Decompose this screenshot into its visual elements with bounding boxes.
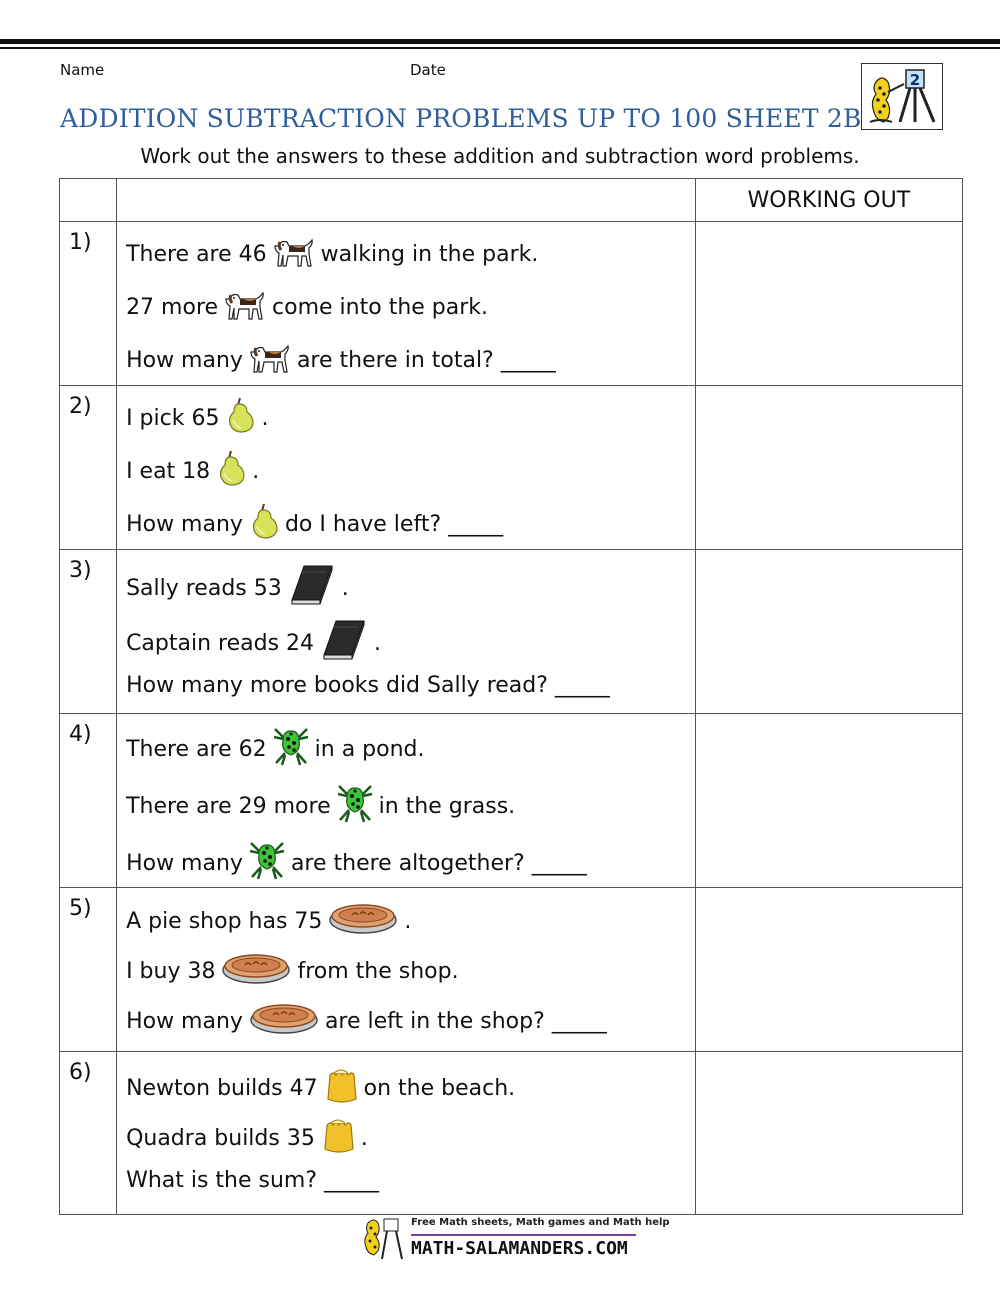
sandcastle-icon [324, 1065, 358, 1111]
question-line [126, 662, 610, 708]
pie-icon [221, 950, 291, 992]
working-out-cell[interactable] [695, 550, 962, 714]
footer-logo [356, 1215, 670, 1265]
question-text-before: Quadra builds 35 [126, 1125, 315, 1151]
question-line [126, 840, 587, 886]
question-text-before: A pie shop has 75 [126, 908, 323, 934]
salamander-logo [861, 63, 943, 130]
question-text-after: do I have left? _____ [284, 511, 504, 537]
pear-icon [225, 396, 255, 440]
salamander-easel-icon [862, 64, 942, 128]
question-text-before: I pick 65 [126, 405, 220, 431]
question-line [126, 948, 459, 994]
problem-number: 1) [60, 222, 117, 386]
problem-row [60, 714, 963, 888]
question-text-before: Newton builds 47 [126, 1075, 318, 1101]
problem-row [60, 888, 963, 1052]
question-text-after: . [360, 1125, 368, 1151]
pear-icon [249, 502, 279, 546]
book-icon [288, 564, 336, 612]
footer-salamander-icon [356, 1215, 406, 1263]
problems-table [59, 178, 963, 1215]
working-out-cell[interactable] [695, 386, 962, 550]
question-text-after: . [261, 405, 269, 431]
question-text-after: walking in the park. [320, 241, 539, 267]
question-text-before: How many [126, 347, 243, 373]
problem-question [117, 714, 696, 888]
problem-row [60, 550, 963, 714]
question-line [126, 501, 503, 547]
problem-number: 4) [60, 714, 117, 888]
date-label: Date [410, 61, 446, 79]
pie-icon [328, 900, 398, 942]
header-question-cell [117, 179, 696, 222]
question-text-after: . [341, 575, 349, 601]
question-text-before: There are 29 more [126, 793, 331, 819]
problem-question [117, 222, 696, 386]
question-line [126, 1065, 515, 1111]
question-line [126, 620, 381, 666]
problem-question [117, 1052, 696, 1215]
footer-divider [411, 1234, 636, 1236]
top-rule-thin [0, 47, 1000, 49]
question-text-after: . [252, 458, 260, 484]
sandcastle-icon [321, 1115, 355, 1161]
question-line [126, 1157, 379, 1203]
question-line [126, 395, 268, 441]
pear-icon [216, 449, 246, 493]
problem-number: 5) [60, 888, 117, 1052]
pie-icon [249, 1000, 319, 1042]
question-text-before: I eat 18 [126, 458, 211, 484]
question-text-after: . [404, 908, 412, 934]
frog-icon [249, 839, 285, 887]
problem-number: 3) [60, 550, 117, 714]
footer-site-name: MATH-SALAMANDERS.COM [411, 1238, 628, 1259]
question-line [126, 337, 556, 383]
question-text-after: . [374, 630, 382, 656]
problem-question [117, 550, 696, 714]
question-line [126, 726, 424, 772]
dog-icon [273, 232, 315, 276]
working-out-cell[interactable] [695, 222, 962, 386]
question-text-after: from the shop. [297, 958, 459, 984]
question-line [126, 783, 515, 829]
frog-icon [273, 725, 309, 773]
book-icon [320, 619, 368, 667]
question-text-before: How many [126, 850, 243, 876]
question-text-after: are left in the shop? _____ [324, 1008, 607, 1034]
question-text-before: I buy 38 [126, 958, 216, 984]
working-out-header: WORKING OUT [695, 179, 962, 222]
name-label: Name [60, 61, 105, 79]
problem-row [60, 386, 963, 550]
question-text-before: How many [126, 1008, 243, 1034]
dog-icon [249, 338, 291, 382]
question-line [126, 1115, 368, 1161]
question-text-before: Sally reads 53 [126, 575, 282, 601]
problem-row [60, 1052, 963, 1215]
question-text-before: Captain reads 24 [126, 630, 315, 656]
question-text-before: There are 62 [126, 736, 267, 762]
logo-number: 2 [909, 71, 921, 89]
instructions: Work out the answers to these addition and subtraction word problems. [140, 144, 860, 168]
header-number-cell [60, 179, 117, 222]
question-text-before: There are 46 [126, 241, 267, 267]
question-line [126, 565, 349, 611]
frog-icon [337, 782, 373, 830]
working-out-cell[interactable] [695, 1052, 962, 1215]
question-line [126, 998, 607, 1044]
problem-question [117, 386, 696, 550]
question-text-after: are there in total? _____ [296, 347, 556, 373]
question-text-after: in a pond. [314, 736, 425, 762]
question-text-after: in the grass. [378, 793, 516, 819]
problem-row [60, 222, 963, 386]
working-out-cell[interactable] [695, 888, 962, 1052]
question-text-after: on the beach. [363, 1075, 516, 1101]
question-text-after: come into the park. [272, 294, 489, 320]
question-line [126, 898, 411, 944]
question-text-before: How many more books did Sally read? _____ [126, 672, 610, 698]
table-header-row [60, 179, 963, 222]
question-line [126, 284, 488, 330]
question-line [126, 231, 538, 277]
question-line [126, 448, 259, 494]
question-text-before: How many [126, 511, 243, 537]
working-out-cell[interactable] [695, 714, 962, 888]
problem-number: 2) [60, 386, 117, 550]
question-text-before: 27 more [126, 294, 219, 320]
worksheet-title: ADDITION SUBTRACTION PROBLEMS UP TO 100 SHEET 2B [60, 104, 862, 133]
problem-number: 6) [60, 1052, 117, 1215]
dog-icon [224, 285, 266, 329]
question-text-before: What is the sum? _____ [126, 1167, 380, 1193]
top-rule-thick [0, 39, 1000, 44]
question-text-after: are there altogether? _____ [290, 850, 587, 876]
footer-tagline: Free Math sheets, Math games and Math help [411, 1217, 670, 1228]
problem-question [117, 888, 696, 1052]
